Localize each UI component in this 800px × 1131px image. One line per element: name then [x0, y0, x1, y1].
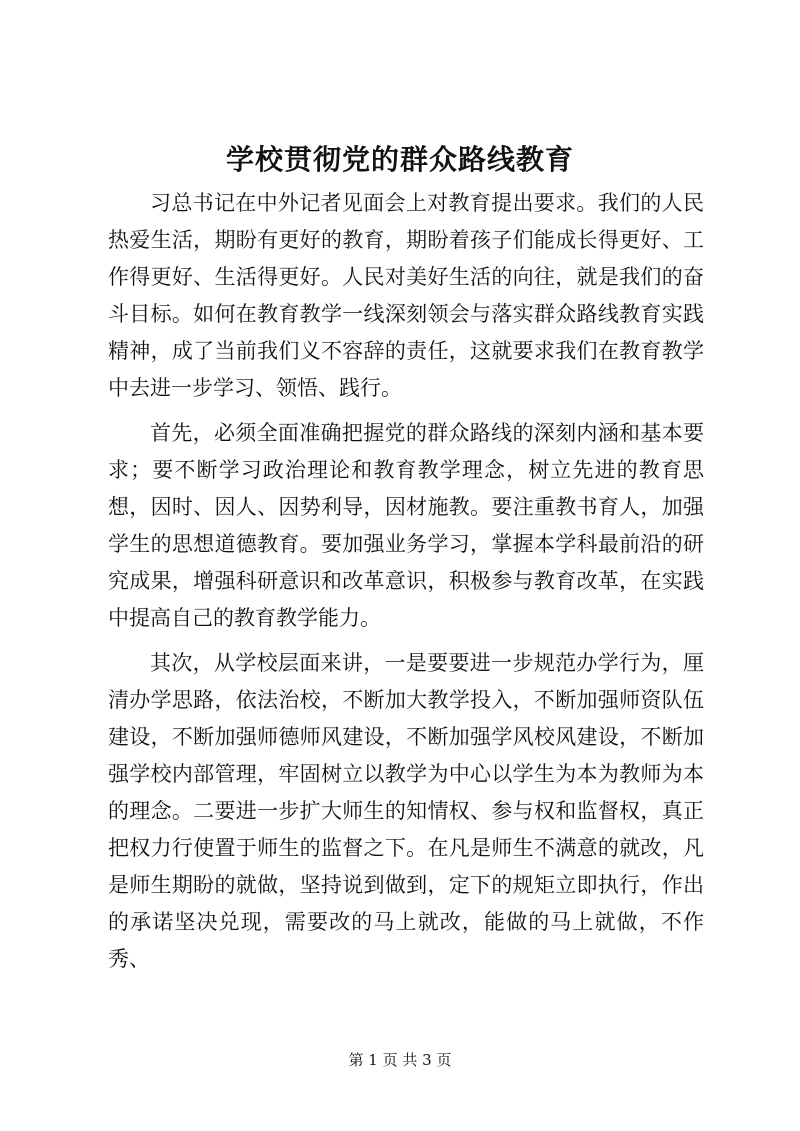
document-title: 学校贯彻党的群众路线教育: [225, 143, 574, 176]
document-body: [108, 185, 704, 986]
paragraph-3: 其次，从学校层面来讲，一是要要进一步规范办学行为，厘清办学思路，依法治校，不断加大教学投入，不断加强师资队伍建设，不断加强师德师风建设，不断加强学风校风建设，不断加强学校内部管理，牢固树立以教学为中心以学生为本为教师为本的理念。二要进一步扩大师生的知情权、参与权和监督权，真正把权力行使置于师生的监督之下。在凡是师生不满意的就改，凡是师生期盼的就做，坚持说到做到，定下的规矩立即执行，作出的承诺坚决兑现，需要改的马上就改，能做的马上就做，不作秀、: [108, 651, 704, 971]
page-footer: 第 1 页 共 3 页: [348, 1051, 452, 1069]
paragraph-1: 习总书记在中外记者见面会上对教育提出要求。我们的人民热爱生活，期盼有更好的教育，期盼着孩子们能成长得更好、工作得更好、生活得更好。人民对美好生活的向往，就是我们的奋斗目标。如何在教育教学一线深刻领会与落实群众路线教育实践精神，成了当前我们义不容辞的责任，这就要求我们在教育教学中去进一步学习、领悟、践行。: [108, 191, 704, 400]
paragraph-2: 首先，必须全面准确把握党的群众路线的深刻内涵和基本要求；要不断学习政治理论和教育教学理念，树立先进的教育思想，因时、因人、因势利导，因材施教。要注重教书育人，加强学生的思想道德教育。要加强业务学习，掌握本学科最前沿的研究成果，增强科研意识和改革意识，积极参与教育改革，在实践中提高自己的教育教学能力。: [108, 421, 704, 630]
